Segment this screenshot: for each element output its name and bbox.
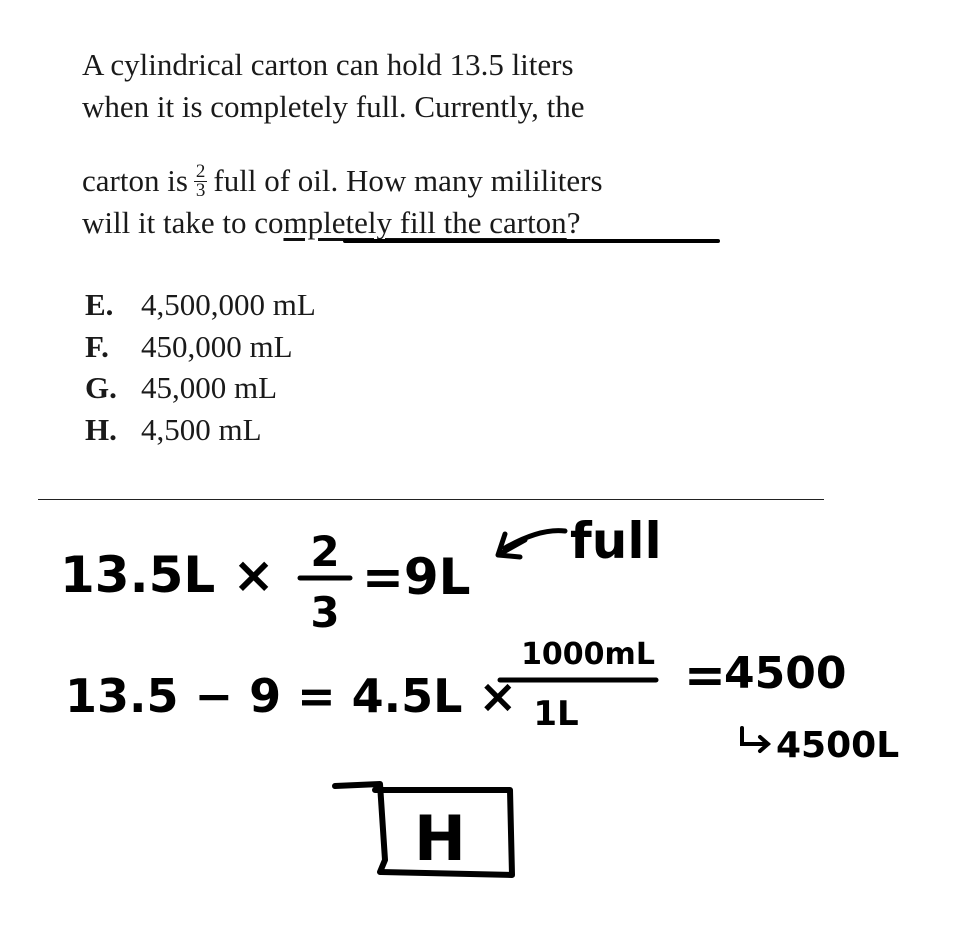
step1-numerator: 2 <box>310 527 340 576</box>
choice-text: 45,000 mL <box>141 370 278 405</box>
underlined-phrase: mpletely fill the carton <box>283 205 567 241</box>
choice-letter: H. <box>85 411 117 447</box>
step2-equals: = <box>684 646 726 704</box>
choice-letter: G. <box>85 370 117 405</box>
question-mark: ? <box>566 205 581 241</box>
choice-text: 4,500,000 mL <box>141 287 316 322</box>
question-line-1: A cylindrical carton can hold 13.5 liters <box>82 47 574 82</box>
question-line-4-start: will it take to co <box>82 205 284 241</box>
choice-text: 450,000 mL <box>141 328 293 364</box>
question-line-2: when it is completely full. Currently, the <box>82 89 585 124</box>
step2-numerator: 1000mL <box>521 637 655 672</box>
question-line-3-end: full of oil. How many mililiters <box>213 163 603 198</box>
step2-denominator: 1L <box>533 694 579 734</box>
question-line-3-start: carton is <box>82 163 188 198</box>
step1-denominator: 3 <box>310 588 340 637</box>
fraction-numerator: 2 <box>195 161 206 183</box>
step1-expression: 13.5L × <box>60 546 275 604</box>
choice-text: 4,500 mL <box>141 411 262 447</box>
step1-note: full <box>570 512 662 570</box>
choice-letter: F. <box>85 328 109 364</box>
fraction-denominator: 3 <box>195 180 206 202</box>
arrow-icon <box>498 531 565 557</box>
correction-arrow-icon <box>742 728 768 751</box>
step1-result: =9L <box>362 548 471 606</box>
step2-expression: 13.5 − 9 = 4.5L × <box>65 669 518 723</box>
final-answer: H <box>414 802 466 875</box>
choice-letter: E. <box>85 287 114 322</box>
step2-result: 4500 <box>724 648 847 699</box>
step2-correction: 4500L <box>776 725 900 766</box>
